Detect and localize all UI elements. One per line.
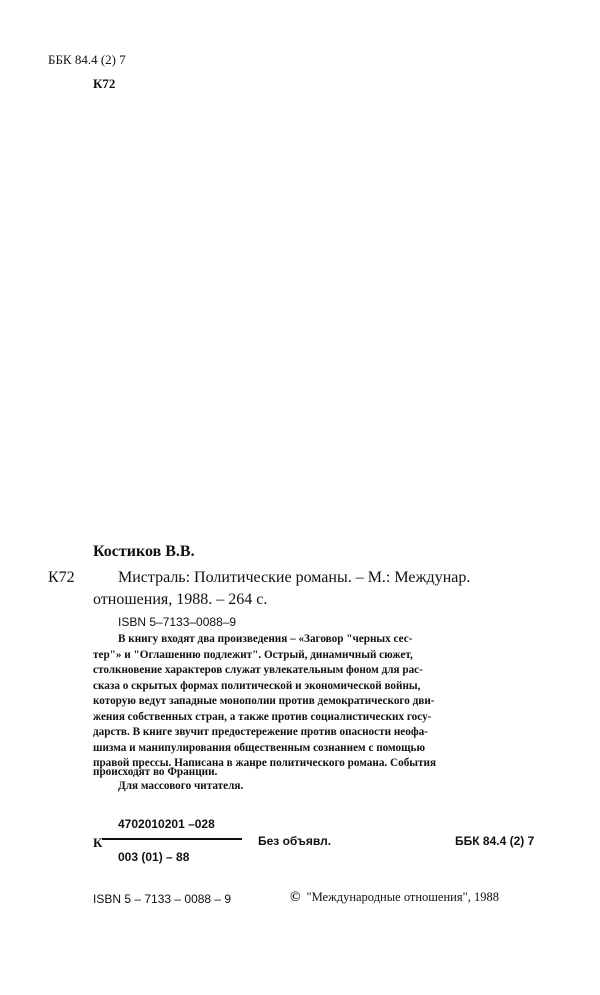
fraction-line xyxy=(102,838,242,840)
target-audience: Для массового читателя. xyxy=(118,780,244,792)
annotation-line: В книгу входят два произведения – «Заговор "черных сес- xyxy=(118,633,413,645)
top-author-mark: К72 xyxy=(93,76,116,91)
top-bbk-code: ББК 84.4 (2) 7 xyxy=(48,52,126,67)
footer-isbn: ISBN 5 – 7133 – 0088 – 9 xyxy=(93,892,232,906)
annotation-line: сказа о скрытых формах политической и экономической войны, xyxy=(93,679,421,692)
catalog-author-mark: К72 xyxy=(48,569,75,586)
annotation-line: жения собственных стран, а также против социалистических госу- xyxy=(93,710,432,723)
author-name: Костиков В.В. xyxy=(93,543,195,560)
isbn-record: ISBN 5–7133–0088–9 xyxy=(118,615,237,629)
annotation-line: происходят во Франции. xyxy=(93,765,218,778)
annotation-line: дарств. В книге звучит предостережение против опасности неофа- xyxy=(93,726,428,738)
imprint-letter: К xyxy=(93,835,103,850)
imprint-denominator: 003 (01) – 88 xyxy=(118,850,190,864)
bottom-bbk-code: ББК 84.4 (2) 7 xyxy=(455,834,535,848)
price-note: Без объявл. xyxy=(258,834,332,848)
annotation-line: шизма и манипулирования общественным сознанием с помощью xyxy=(93,741,426,754)
copyright-text: "Международные отношения", 1988 xyxy=(306,890,499,904)
annotation-line: столкновение характеров служат увлекательным фоном для рас- xyxy=(93,664,423,676)
annotation-line: тер"» и "Оглашению подлежит". Острый, динамичный сюжет, xyxy=(93,648,413,661)
copyright-line xyxy=(290,890,499,906)
annotation-line: которую ведут западные монополии против демократического дви- xyxy=(93,695,435,707)
annotation-line: правой прессы. Написана в жанре политического романа. События xyxy=(93,757,437,769)
title-line: Мистраль: Политические романы. – М.: Междунар. xyxy=(118,569,471,586)
publication-line: отношения, 1988. – 264 с. xyxy=(93,591,268,608)
copyright-icon: © xyxy=(290,890,301,905)
imprint-numerator: 4702010201 –028 xyxy=(118,817,215,831)
